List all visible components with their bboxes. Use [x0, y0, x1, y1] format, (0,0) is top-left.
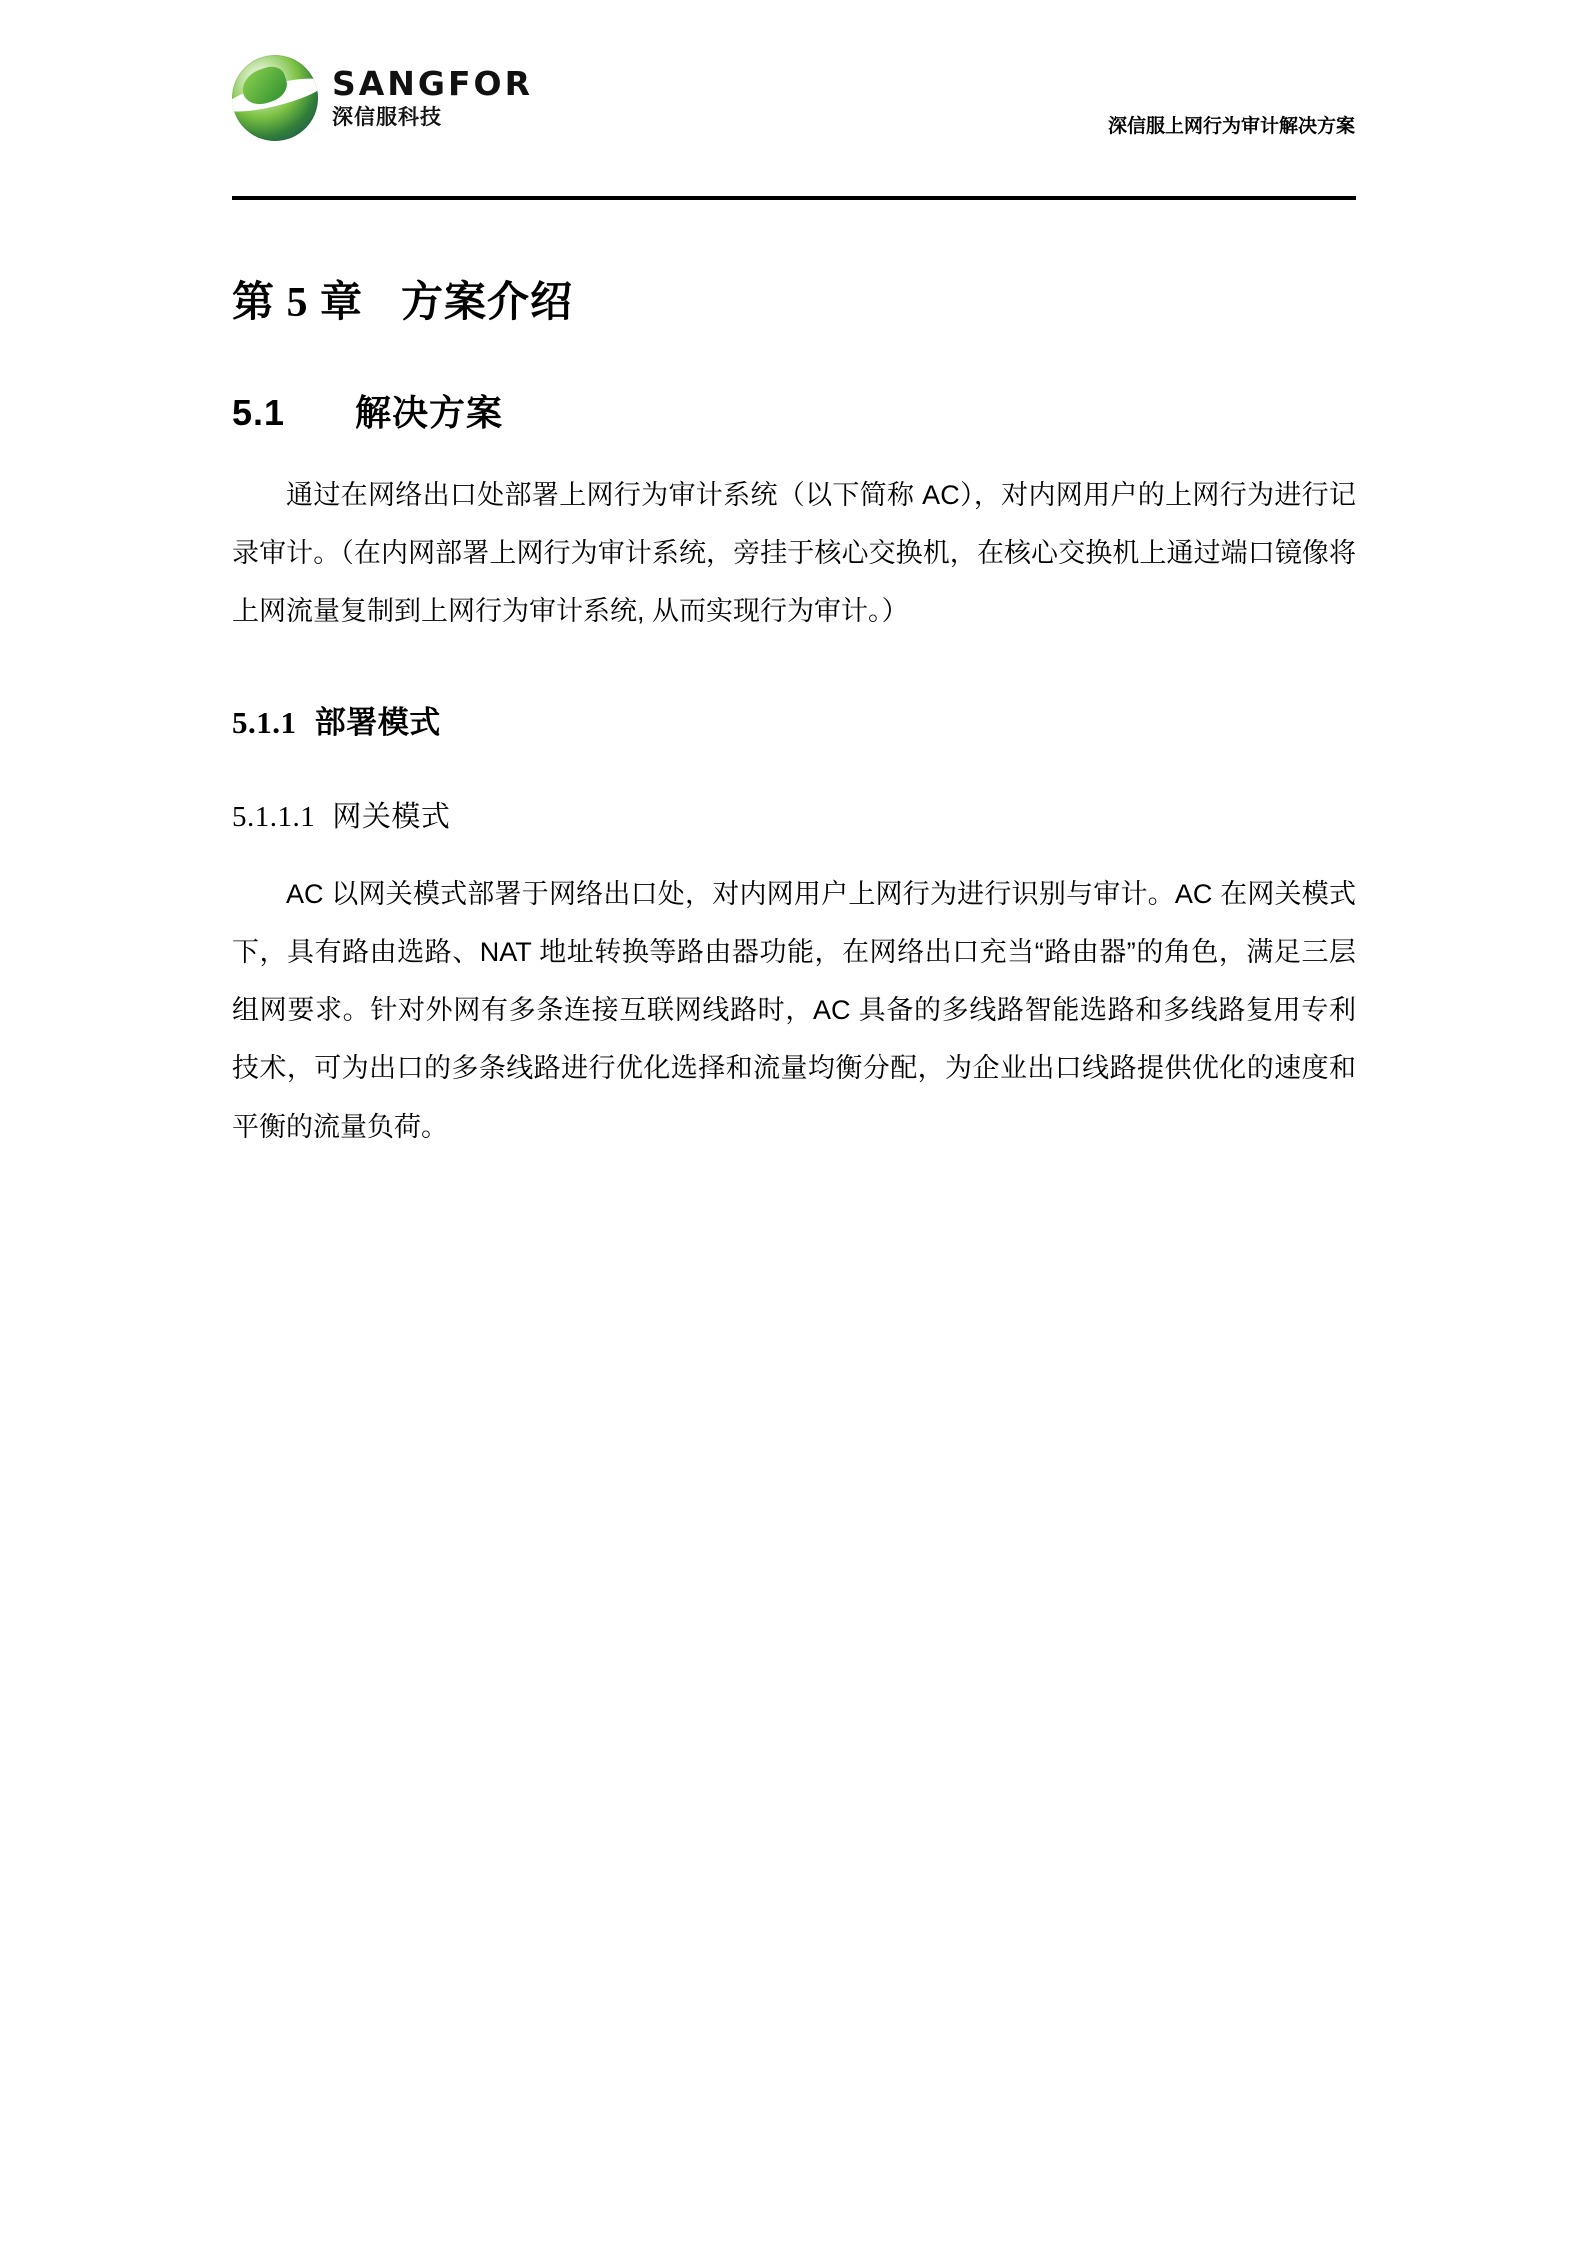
header-document-title: 深信服上网行为审计解决方案 [1107, 116, 1355, 137]
subsubsection-heading [232, 794, 1356, 835]
page-header [232, 55, 1355, 165]
subsubsection-number: 5.1.1.1 [232, 800, 316, 833]
section-number: 5.1 [232, 391, 286, 433]
section-heading [232, 385, 1356, 436]
subsubsection-paragraph: AC 以网关模式部署于网络出口处，对内网用户上网行为进行识别与审计。AC 在网关模式下，具有路由选路、NAT 地址转换等路由器功能，在网络出口充当“路由器”的角色，满足三层组网要求。针对外网有多条连接互联网线路时，AC 具备的多线路智能选路和多线路复用专利技术，可为出口的多条线路进行优化选择和流量均衡分配，为企业出口线路提供优化的速度和平衡的流量负荷。 [232, 878, 1356, 1142]
subsection-number: 5.1.1 [232, 704, 297, 740]
sangfor-logo [232, 55, 533, 141]
subsection-title: 部署模式 [314, 704, 441, 740]
section-paragraph: 通过在网络出口处部署上网行为审计系统（以下简称 AC），对内网用户的上网行为进行记录审计。（在内网部署上网行为审计系统，旁挂于核心交换机，在核心交换机上通过端口镜像将上网流量复制到上网行为审计系统, 从而实现行为审计。） [232, 479, 1356, 627]
chapter-heading [232, 275, 1356, 331]
logo-brand-name: SANGFOR [332, 64, 534, 104]
document-body [232, 275, 1356, 1156]
subsection-heading [232, 697, 1356, 742]
sangfor-globe-icon [232, 55, 318, 141]
section-title: 解决方案 [355, 391, 504, 433]
chapter-title: 方案介绍 [401, 278, 574, 325]
logo-brand-subname: 深信服科技 [332, 105, 442, 129]
logo-text-block [332, 64, 534, 129]
chapter-number: 第 5 章 [232, 280, 364, 326]
header-divider [232, 196, 1356, 200]
subsubsection-title: 网关模式 [332, 800, 451, 833]
